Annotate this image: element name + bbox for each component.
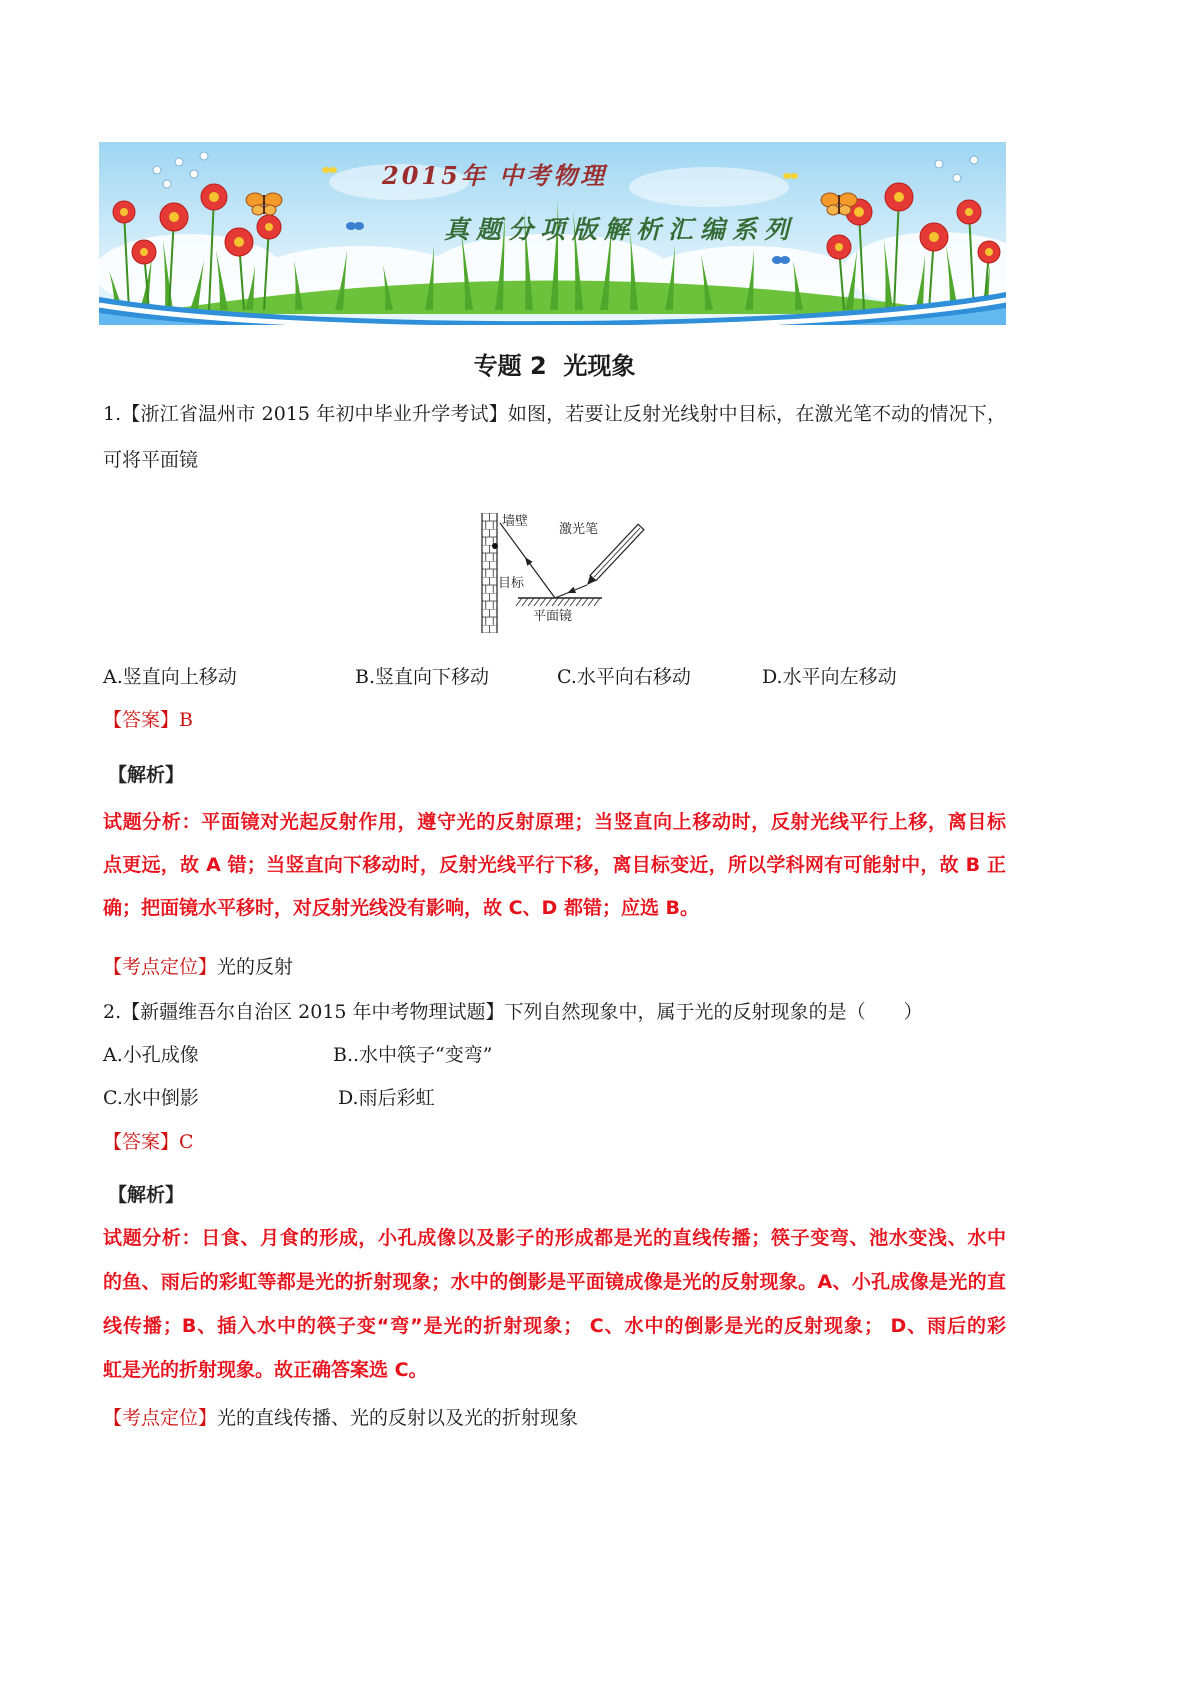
knowledge-point-value: 光的反射: [217, 956, 294, 978]
q2-answer: [103, 1130, 194, 1154]
q2-option-d: D.雨后彩虹: [338, 1087, 435, 1109]
q2-analysis-line-1: 试题分析：日食、月食的形成，小孔成像以及影子的形成都是光的直线传播；筷子变弯、池水变浅、水中: [103, 1227, 1006, 1249]
q1-option-a: A.竖直向上移动: [103, 666, 237, 688]
q1-option-d: D.水平向左移动: [762, 666, 897, 688]
answer-value: B: [179, 709, 193, 731]
banner-illustration: [99, 142, 1006, 325]
knowledge-point-value: 光的直线传播、光的反射以及光的折射现象: [217, 1407, 579, 1429]
q2-stem: 2.【新疆维吾尔自治区 2015 年中考物理试题】下列自然现象中，属于光的反射现象的是（ ）: [103, 1001, 923, 1023]
q1-answer: [103, 708, 193, 732]
mirror-label: 平面镜: [533, 609, 573, 624]
page-title: 专题 2 光现象: [473, 352, 636, 380]
q2-option-c: C.水中倒影: [103, 1087, 199, 1109]
q1-analysis-line-3: 确；把面镜水平移时，对反射光线没有影响，故 C、D 都错；应选 B。: [103, 897, 700, 919]
banner-subtitle: 真题分项版解析汇编系列: [444, 215, 797, 244]
q1-option-c: C.水平向右移动: [557, 666, 691, 688]
q1-option-b: B.竖直向下移动: [355, 666, 490, 688]
q2-analysis-line-3: 线传播；B、插入水中的筷子变“弯”是光的折射现象； C、水中的倒影是光的反射现象； D、雨后的彩: [103, 1315, 1006, 1337]
target-dot: [492, 543, 498, 549]
q1-stem-line-2: 可将平面镜: [103, 449, 199, 471]
target-label: 目标: [498, 576, 525, 591]
incident-ray: [555, 585, 587, 598]
q2-option-b: B..水中筷子“变弯”: [333, 1044, 493, 1066]
banner-title: 2015年 中考物理: [382, 161, 608, 190]
mirror-reflection-diagram: [475, 505, 650, 645]
q1-stem-line-1: 1.【浙江省温州市 2015 年初中毕业升学考试】如图，若要让反射光线射中目标，在激光笔不动的情况下，: [103, 403, 1006, 425]
header-banner: [99, 142, 1006, 325]
q1-analysis-line-1: 试题分析：平面镜对光起反射作用，遵守光的反射原理；当竖直向上移动时，反射光线平行上移，离目标: [103, 811, 1006, 833]
answer-label: 【答案】: [103, 1131, 180, 1153]
q1-analysis-line-2: 点更远，故 A 错；当竖直向下移动时，反射光线平行下移，离目标变近，所以学科网有可能射中，故 B 正: [103, 854, 1006, 876]
knowledge-point-label: 【考点定位】: [103, 1407, 218, 1429]
answer-value: C: [179, 1131, 194, 1153]
q2-analysis-line-4: 虹是光的折射现象。故正确答案选 C。: [103, 1359, 428, 1381]
plane-mirror: [516, 598, 602, 606]
q2-analysis-label: 【解析】: [108, 1184, 185, 1206]
q1-analysis-label: 【解析】: [108, 764, 185, 786]
wall-label: 墙壁: [502, 514, 529, 529]
q1-figure: [475, 505, 650, 645]
knowledge-point-label: 【考点定位】: [103, 956, 218, 978]
q2-option-a: A.小孔成像: [103, 1044, 199, 1066]
brick-wall: [482, 513, 497, 633]
q2-knowledge-point: [103, 1406, 578, 1430]
answer-label: 【答案】: [103, 709, 180, 731]
laser-label: 激光笔: [559, 522, 599, 537]
q1-knowledge-point: [103, 955, 293, 979]
q2-analysis-line-2: 的鱼、雨后的彩虹等都是光的折射现象；水中的倒影是平面镜成像是光的反射现象。A、小孔成像是光的直: [103, 1271, 1006, 1293]
